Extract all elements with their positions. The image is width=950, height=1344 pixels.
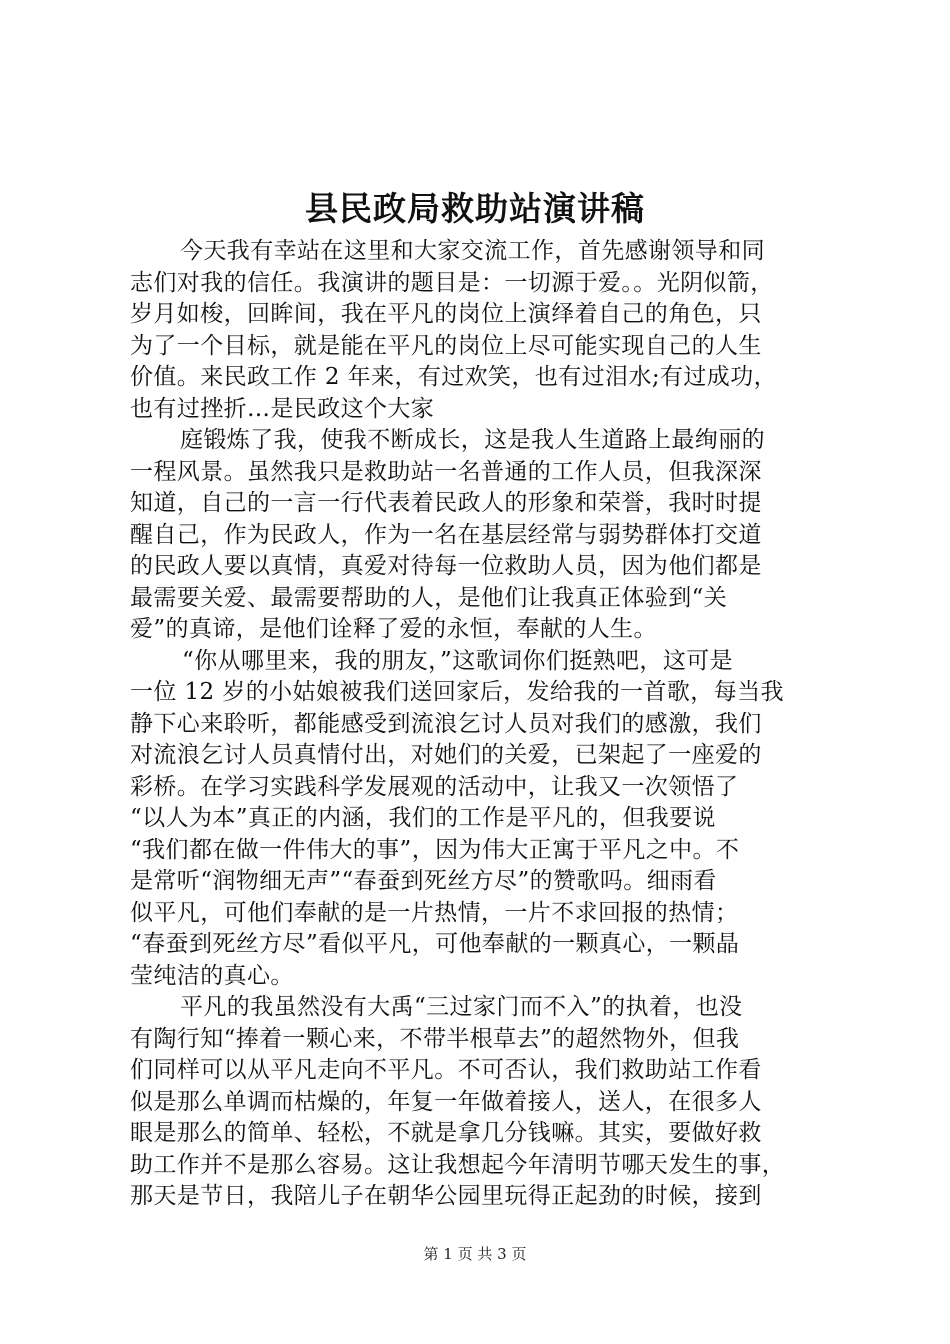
document-body bbox=[130, 236, 832, 1213]
text-line: 的民政人要以真情，真爱对待每一位救助人员，因为他们都是 bbox=[130, 553, 762, 579]
text-line: 醒自己，作为民政人，作为一名在基层经常与弱势群体打交道 bbox=[130, 521, 762, 548]
text-line: 平凡的我虽然没有大禹“三过家门而不入”的执着，也没 bbox=[180, 994, 743, 1020]
text-line: 莹纯洁的真心。 bbox=[130, 962, 294, 989]
text-line: “我们都在做一件伟大的事”，因为伟大正寓于平凡之中。不 bbox=[130, 836, 740, 863]
text-line: 对流浪乞讨人员真情付出，对她们的关爱，已架起了一座爱的 bbox=[130, 742, 762, 768]
text-line: 们同样可以从平凡走向不平凡。不可否认，我们救助站工作看 bbox=[130, 1057, 762, 1083]
text-line: 为了一个目标，就是能在平凡的岗位上尽可能实现自己的人生 bbox=[130, 332, 762, 359]
text-line: 那天是节日，我陪儿子在朝华公园里玩得正起劲的时候，接到 bbox=[130, 1183, 762, 1209]
text-line: 眼是那么的简单、轻松，不就是拿几分钱嘛。其实，要做好救 bbox=[130, 1120, 762, 1146]
text-line: 志们对我的信任。我演讲的题目是：一切源于爱。。光阴似箭， bbox=[130, 269, 774, 296]
text-line: 彩桥。在学习实践科学发展观的活动中，让我又一次领悟了 bbox=[130, 773, 739, 800]
text-line: 静下心来聆听，都能感受到流浪乞讨人员对我们的感激，我们 bbox=[130, 710, 762, 737]
text-line: 也有过挫折…是民政这个大家 bbox=[130, 395, 435, 422]
text-line: “以人为本”真正的内涵，我们的工作是平凡的，但我要说 bbox=[130, 805, 716, 831]
text-line: 岁月如梭，回眸间，我在平凡的岗位上演绎着自己的角色，只 bbox=[130, 301, 762, 327]
document-title: 县民政局救助站演讲稿 bbox=[305, 189, 645, 228]
text-line: 爱”的真谛，是他们诠释了爱的永恒，奉献的人生。 bbox=[130, 616, 657, 642]
text-line: 价值。来民政工作 2 年来，有过欢笑，也有过泪水;有过成功， bbox=[130, 364, 778, 390]
page-footer: 第 1 页 共 3 页 bbox=[423, 1245, 527, 1263]
text-line: 是常听“润物细无声”“春蚕到死丝方尽”的赞歌吗。细雨看 bbox=[130, 868, 717, 894]
text-line: 知道，自己的一言一行代表着民政人的形象和荣誉，我时时提 bbox=[130, 490, 762, 516]
text-line: “春蚕到死丝方尽”看似平凡，可他奉献的一颗真心，一颗晶 bbox=[130, 931, 740, 957]
text-line: 有陶行知“捧着一颗心来，不带半根草去”的超然物外，但我 bbox=[130, 1025, 740, 1052]
text-line: 最需要关爱、最需要帮助的人，是他们让我真正体验到“关 bbox=[130, 584, 728, 611]
text-line: 一位 12 岁的小姑娘被我们送回家后，发给我的一首歌，每当我 bbox=[130, 679, 784, 705]
text-line: 似平凡，可他们奉献的是一片热情，一片不求回报的热情； bbox=[130, 899, 739, 926]
text-line: “你从哪里来，我的朋友，”这歌词你们挺熟吧，这可是 bbox=[182, 647, 734, 674]
text-line: 助工作并不是那么容易。这让我想起今年清明节哪天发生的事， bbox=[130, 1151, 786, 1178]
text-line: 一程风景。虽然我只是救助站一名普通的工作人员，但我深深 bbox=[130, 458, 762, 485]
text-line: 庭锻炼了我，使我不断成长，这是我人生道路上最绚丽的 bbox=[180, 427, 765, 453]
text-line: 似是那么单调而枯燥的，年复一年做着接人，送人，在很多人 bbox=[130, 1088, 762, 1115]
text-line: 今天我有幸站在这里和大家交流工作，首先感谢领导和同 bbox=[180, 238, 765, 264]
